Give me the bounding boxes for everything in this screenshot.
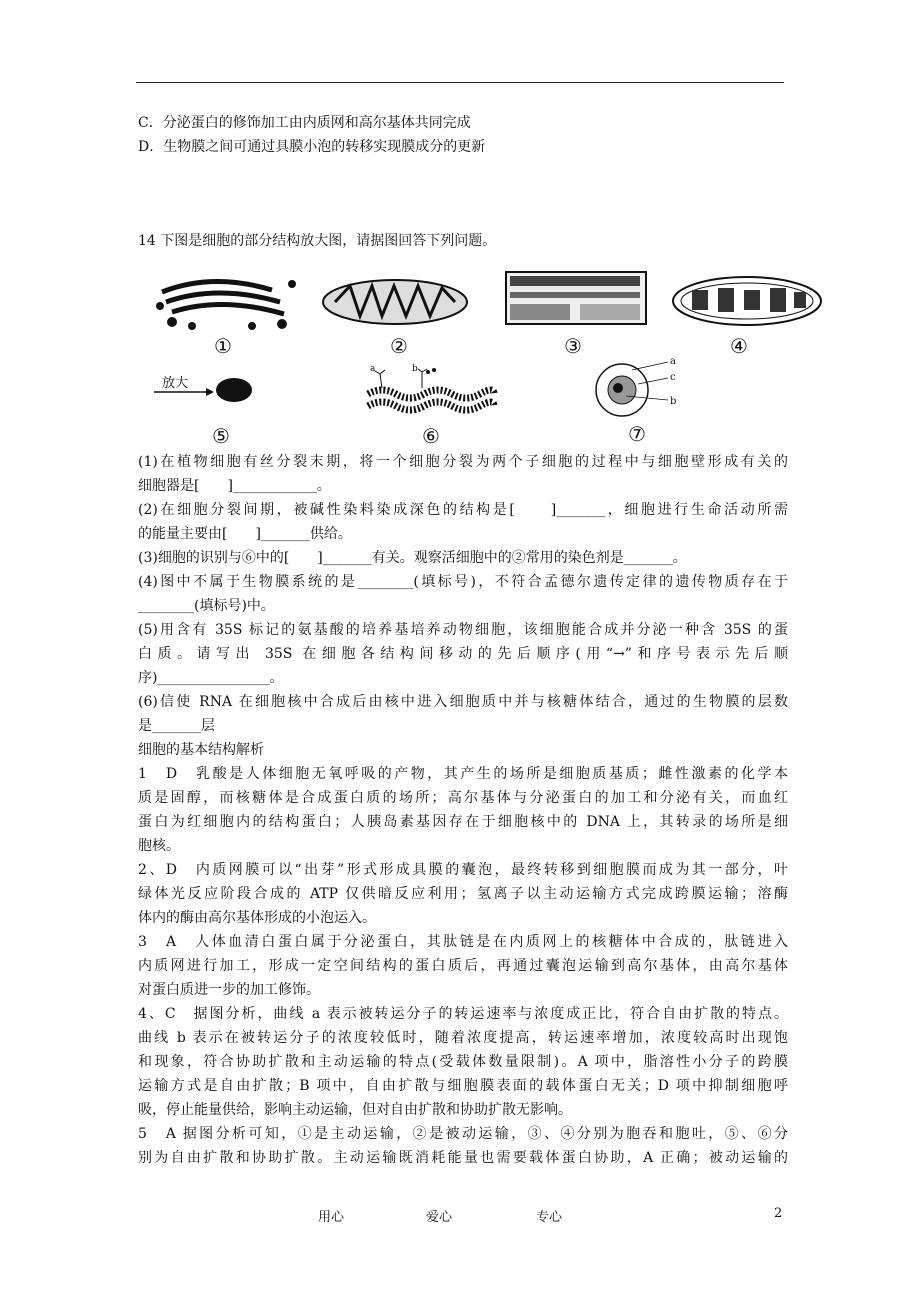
q14-part2-line2: 的能量主要由[ ]_______供给。 xyxy=(138,526,352,542)
analysis-line: 吸，停止能量供给，影响主动运输，但对自由扩散和协助扩散无影响。 xyxy=(138,1102,572,1118)
analysis-line: 3 A 人体血清白蛋白属于分泌蛋白，其肽链是在内质网上的核糖体中合成的，肽链进入 xyxy=(138,934,788,950)
q14-part1-line1: (1)在植物细胞有丝分裂末期，将一个细胞分裂为两个子细胞的过程中与细胞壁形成有关的 xyxy=(138,454,788,470)
q14-part1-line2: 细胞器是[ ]____________。 xyxy=(138,478,331,494)
figure7-label-a: a xyxy=(670,356,676,367)
ribosome-figure xyxy=(150,372,260,402)
magnify-label: 放大 xyxy=(162,376,189,391)
q14-part4-line2: ________(填标号)中。 xyxy=(138,598,275,614)
golgi-figure xyxy=(152,272,302,332)
figure-number-5: ⑤ xyxy=(212,424,230,448)
option-d: D．生物膜之间可通过具膜小泡的转移实现膜成分的更新 xyxy=(138,139,486,155)
analysis-line: 运输方式是自由扩散；B 项中，自由扩散与细胞膜表面的载体蛋白无关；D 项中抑制细胞呼 xyxy=(138,1078,788,1094)
q14-part5-line2: 白质。请写出 35S 在细胞各结构间移动的先后顺序(用“→”和序号表示先后顺 xyxy=(138,646,788,662)
cell-structure-figures xyxy=(140,268,830,448)
nucleus-figure xyxy=(588,356,684,422)
mitochondrion-figure xyxy=(320,276,470,328)
figure7-label-c: c xyxy=(670,372,676,383)
figure-number-6: ⑥ xyxy=(422,424,440,448)
figure-number-1: ① xyxy=(214,334,232,358)
footer-left: 用心 xyxy=(318,1210,345,1225)
membrane-drawing xyxy=(362,366,498,416)
figure-number-4: ④ xyxy=(730,334,748,358)
page-number: 2 xyxy=(774,1206,783,1221)
cell-membrane-figure xyxy=(362,366,498,416)
figure6-label-b: b xyxy=(412,364,418,374)
analysis-line: 1 D 乳酸是人体细胞无氧呼吸的产物，其产生的场所是细胞质基质；雌性激素的化学本 xyxy=(138,766,788,782)
q14-part4-line1: (4)图中不属于生物膜系统的是________(填标号)，不符合孟德尔遗传定律的遗传物质存在于 xyxy=(138,574,788,590)
figure7-label-b: b xyxy=(670,396,677,407)
analysis-line: 对蛋白质进一步的加工修饰。 xyxy=(138,982,320,998)
analysis-line: 和现象，符合协助扩散和主动运输的特点(受载体数量限制)。A 项中，脂溶性小分子的跨膜 xyxy=(138,1054,788,1070)
q14-part6-line1: (6)信使 RNA 在细胞核中合成后由核中进入细胞质中并与核糖体结合，通过的生物膜的层数 xyxy=(138,694,788,710)
analysis-line: 内质网进行加工，形成一定空间结构的蛋白质后，再通过囊泡运输到高尔基体，由高尔基体 xyxy=(138,958,788,974)
analysis-line: 5 A 据图分析可知，①是主动运输，②是被动运输，③、④分别为胞吞和胞吐，⑤、⑥分 xyxy=(138,1126,788,1142)
figure-number-3: ③ xyxy=(564,334,582,358)
figure-number-2: ② xyxy=(390,334,408,358)
magnify-arrow-icon xyxy=(150,372,260,402)
analysis-line: 绿体光反应阶段合成的 ATP 仅供暗反应利用；氢离子以主动运输方式完成跨膜运输；溶酶 xyxy=(138,886,788,902)
analysis-line: 曲线 b 表示在被转运分子的浓度较低时，随着浓度提高，转运速率增加，浓度较高时出现饱 xyxy=(138,1030,788,1046)
q14-part5-line1: (5)用含有 35S 标记的氨基酸的培养基培养动物细胞，该细胞能合成并分泌一种含 35S 的蛋 xyxy=(138,622,788,638)
header-rule xyxy=(136,82,784,83)
q14-part3: (3)细胞的识别与⑥中的[ ]_______有关。观察活细胞中的②常用的染色剂是_______。 xyxy=(138,550,687,566)
analysis-line: 4、C 据图分析，曲线 a 表示被转运分子的转运速率与浓度成正比，符合自由扩散的特点。 xyxy=(138,1006,788,1022)
analysis-line: 2、D 内质网膜可以“出芽”形式形成具膜的囊泡，最终转移到细胞膜而成为其一部分，叶 xyxy=(138,862,788,878)
figure6-label-a: a xyxy=(370,364,376,374)
analysis-line: 蛋白为红细胞内的结构蛋白；人胰岛素基因存在于细胞核中的 DNA 上，其转录的场所是细 xyxy=(138,814,788,830)
analysis-line: 质是固醇，而核糖体是合成蛋白质的场所；高尔基体与分泌蛋白的加工和分泌有关，而血红 xyxy=(138,790,788,806)
question-14-title: 14 下图是细胞的部分结构放大图，请据图回答下列问题。 xyxy=(138,233,497,249)
option-c: C．分泌蛋白的修饰加工由内质网和高尔基体共同完成 xyxy=(138,115,471,131)
analysis-line: 胞核。 xyxy=(138,838,180,854)
chloroplast-figure xyxy=(670,274,824,328)
q14-part6-line2: 是_______层 xyxy=(138,718,215,734)
footer-right: 专心 xyxy=(536,1210,563,1225)
analysis-line: 别为自由扩散和协助扩散。主动运输既消耗能量也需要载体蛋白协助，A 正确；被动运输的 xyxy=(138,1150,788,1166)
endoplasmic-reticulum-figure xyxy=(504,270,650,328)
q14-part5-line3: 序)________________。 xyxy=(138,670,284,686)
analysis-heading: 细胞的基本结构解析 xyxy=(138,742,264,758)
figure-number-7: ⑦ xyxy=(628,422,646,446)
q14-part2-line1: (2)在细胞分裂间期，被碱性染料染成深色的结构是[ ]_______，细胞进行生命活动所需 xyxy=(138,502,788,518)
analysis-line: 体内的酶由高尔基体形成的小泡运入。 xyxy=(138,910,376,926)
footer-middle: 爱心 xyxy=(426,1210,453,1225)
